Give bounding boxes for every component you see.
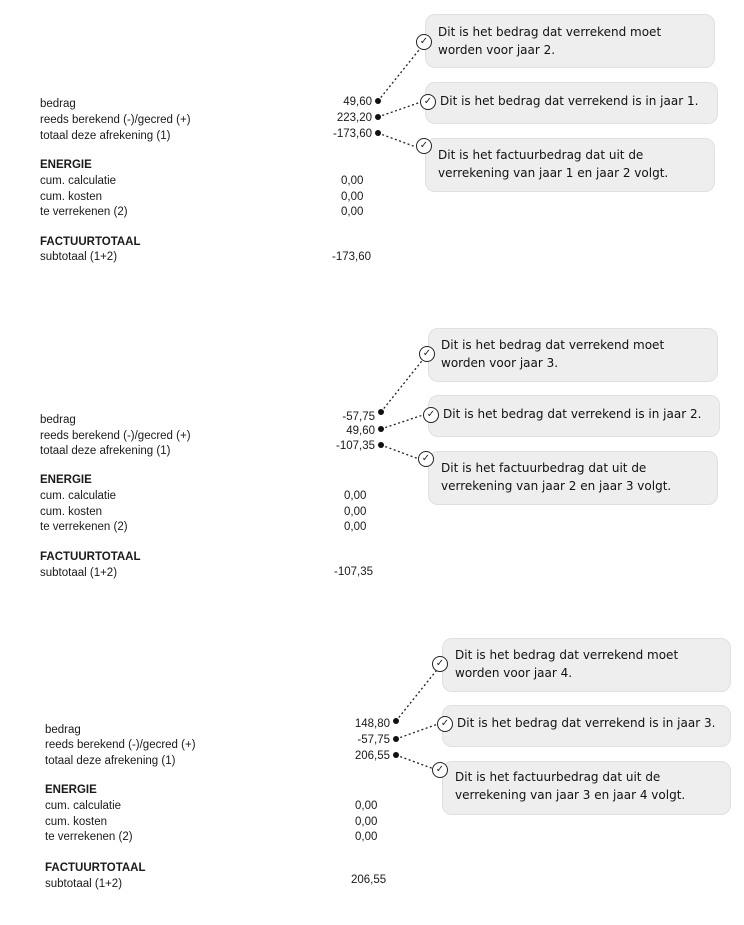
value-te-verrekenen: 0,00 bbox=[344, 521, 367, 533]
heading-energie: ENERGIE bbox=[40, 159, 92, 171]
label-reeds-berekend: reeds berekend (-)/gecred (+) bbox=[40, 430, 191, 442]
check-circle-icon: ✓ bbox=[432, 762, 448, 778]
label-subtotaal: subtotaal (1+2) bbox=[40, 251, 118, 263]
connector-dot bbox=[393, 718, 399, 724]
value-cum-kosten: 0,00 bbox=[344, 506, 367, 518]
label-cum-kosten: cum. kosten bbox=[40, 191, 102, 203]
value-bedrag: -57,75 bbox=[342, 411, 375, 423]
connector-dot bbox=[375, 130, 381, 136]
connector-dot bbox=[375, 98, 381, 104]
value-bedrag: 49,60 bbox=[343, 96, 372, 108]
check-circle-icon: ✓ bbox=[419, 346, 435, 362]
callout-bedrag: Dit is het bedrag dat verrekend moet worden voor jaar 3. bbox=[428, 328, 718, 382]
connector-dot bbox=[378, 426, 384, 432]
connector-dot bbox=[393, 736, 399, 742]
label-subtotaal: subtotaal (1+2) bbox=[40, 567, 118, 579]
connector-dot bbox=[378, 409, 384, 415]
connector-dot bbox=[378, 442, 384, 448]
label-cum-calculatie: cum. calculatie bbox=[45, 800, 122, 812]
check-circle-icon: ✓ bbox=[437, 716, 453, 732]
callout-totaal: Dit is het factuurbedrag dat uit de verrekening van jaar 2 en jaar 3 volgt. bbox=[428, 451, 718, 505]
value-totaal: -173,60 bbox=[332, 128, 372, 140]
value-totaal: 206,55 bbox=[354, 750, 390, 762]
heading-energie: ENERGIE bbox=[45, 784, 97, 796]
check-circle-icon: ✓ bbox=[416, 34, 432, 50]
label-bedrag: bedrag bbox=[40, 98, 76, 110]
label-subtotaal: subtotaal (1+2) bbox=[45, 878, 123, 890]
connector-dot bbox=[393, 752, 399, 758]
heading-energie: ENERGIE bbox=[40, 474, 92, 486]
value-reeds-berekend: 49,60 bbox=[346, 425, 375, 437]
label-totaal: totaal deze afrekening (1) bbox=[40, 130, 171, 142]
label-totaal: totaal deze afrekening (1) bbox=[45, 755, 176, 767]
label-cum-kosten: cum. kosten bbox=[45, 816, 107, 828]
value-subtotaal: -173,60 bbox=[332, 251, 372, 263]
heading-factuurtotaal: FACTUURTOTAAL bbox=[40, 551, 141, 563]
label-reeds-berekend: reeds berekend (-)/gecred (+) bbox=[45, 739, 196, 751]
label-te-verrekenen: te verrekenen (2) bbox=[40, 521, 128, 533]
label-cum-calculatie: cum. calculatie bbox=[40, 175, 117, 187]
callout-reeds-berekend: Dit is het bedrag dat verrekend is in jaar 1. bbox=[425, 82, 718, 124]
check-circle-icon: ✓ bbox=[416, 138, 432, 154]
callout-bedrag: Dit is het bedrag dat verrekend moet worden voor jaar 4. bbox=[442, 638, 731, 692]
label-totaal: totaal deze afrekening (1) bbox=[40, 445, 171, 457]
callout-totaal: Dit is het factuurbedrag dat uit de verrekening van jaar 3 en jaar 4 volgt. bbox=[442, 761, 731, 815]
label-te-verrekenen: te verrekenen (2) bbox=[40, 206, 128, 218]
callout-reeds-berekend: Dit is het bedrag dat verrekend is in jaar 2. bbox=[428, 395, 720, 437]
statement-year-4 bbox=[0, 625, 744, 925]
value-te-verrekenen: 0,00 bbox=[355, 831, 378, 843]
value-subtotaal: 206,55 bbox=[351, 874, 387, 886]
value-cum-calculatie: 0,00 bbox=[341, 175, 364, 187]
check-circle-icon: ✓ bbox=[418, 451, 434, 467]
value-te-verrekenen: 0,00 bbox=[341, 206, 364, 218]
connector-dot bbox=[375, 114, 381, 120]
heading-factuurtotaal: FACTUURTOTAAL bbox=[40, 236, 141, 248]
callout-bedrag: Dit is het bedrag dat verrekend moet worden voor jaar 2. bbox=[425, 14, 715, 68]
value-totaal: -107,35 bbox=[335, 440, 375, 452]
value-bedrag: 148,80 bbox=[354, 718, 390, 730]
value-cum-kosten: 0,00 bbox=[341, 191, 364, 203]
label-te-verrekenen: te verrekenen (2) bbox=[45, 831, 133, 843]
label-bedrag: bedrag bbox=[40, 414, 76, 426]
value-reeds-berekend: 223,20 bbox=[336, 112, 372, 124]
statement-year-3 bbox=[0, 315, 744, 615]
check-circle-icon: ✓ bbox=[423, 407, 439, 423]
check-circle-icon: ✓ bbox=[432, 656, 448, 672]
value-subtotaal: -107,35 bbox=[334, 566, 374, 578]
value-cum-calculatie: 0,00 bbox=[344, 490, 367, 502]
check-circle-icon: ✓ bbox=[420, 94, 436, 110]
value-cum-calculatie: 0,00 bbox=[355, 800, 378, 812]
label-bedrag: bedrag bbox=[45, 724, 81, 736]
label-reeds-berekend: reeds berekend (-)/gecred (+) bbox=[40, 114, 191, 126]
value-cum-kosten: 0,00 bbox=[355, 816, 378, 828]
heading-factuurtotaal: FACTUURTOTAAL bbox=[45, 862, 146, 874]
callout-totaal: Dit is het factuurbedrag dat uit de verrekening van jaar 1 en jaar 2 volgt. bbox=[425, 138, 715, 192]
label-cum-calculatie: cum. calculatie bbox=[40, 490, 117, 502]
label-cum-kosten: cum. kosten bbox=[40, 506, 102, 518]
callout-reeds-berekend: Dit is het bedrag dat verrekend is in jaar 3. bbox=[442, 705, 731, 747]
statement-year-2 bbox=[0, 0, 744, 300]
value-reeds-berekend: -57,75 bbox=[357, 734, 390, 746]
